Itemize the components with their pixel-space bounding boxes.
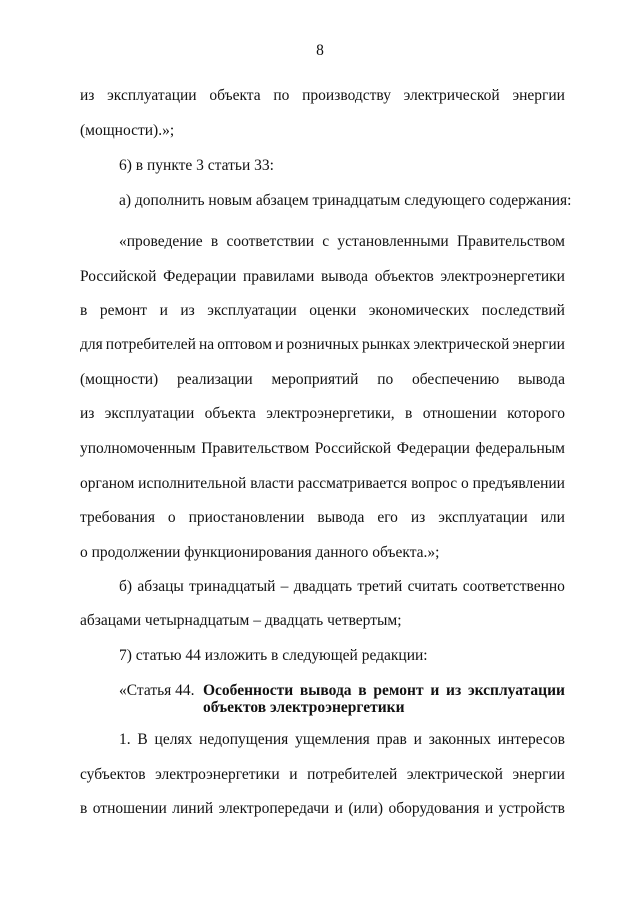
word: ущемления — [295, 731, 370, 748]
word: приостановлении — [188, 509, 305, 526]
word: б) — [119, 578, 133, 595]
word: обеспечению — [411, 371, 500, 388]
text-line — [80, 268, 565, 286]
text-line — [80, 371, 565, 389]
word: потребителей — [105, 336, 196, 353]
word: оборудования — [388, 800, 480, 817]
text-line — [80, 302, 565, 320]
word: мероприятий — [271, 371, 359, 388]
word: и — [413, 731, 422, 748]
word: Федерации — [163, 268, 237, 285]
word: субъектов — [80, 766, 146, 783]
word: в — [358, 682, 367, 699]
word: экономических — [368, 302, 470, 319]
word: установленными — [337, 233, 449, 250]
word: ремонт — [373, 682, 424, 699]
word: энергии — [512, 766, 565, 783]
word: электрической — [413, 336, 510, 353]
word: и — [289, 766, 298, 783]
article-title-line1 — [203, 682, 565, 699]
word: эксплуатации — [467, 682, 565, 699]
word: Правительством — [201, 440, 310, 457]
word: электроэнергетики, — [266, 405, 395, 422]
word: объектов — [374, 268, 434, 285]
word: в — [405, 405, 413, 422]
word: с — [322, 233, 330, 250]
word: вывода — [299, 682, 352, 699]
text-line — [80, 336, 565, 354]
text-line — [80, 87, 565, 105]
word: из — [410, 509, 426, 526]
word: устройств — [498, 800, 565, 817]
word: розничных — [286, 336, 359, 353]
word: В — [137, 731, 148, 748]
word: Российской — [314, 440, 392, 457]
word: по — [377, 371, 394, 388]
word: вывода — [517, 371, 565, 388]
word: и — [275, 336, 284, 353]
word: отношении — [422, 405, 497, 422]
word: вопрос — [411, 475, 458, 492]
word: отношении — [92, 800, 167, 817]
text-line: (мощности).»; — [80, 122, 175, 139]
word: из — [446, 682, 462, 699]
text-line: 7) статью 44 изложить в следующей редакции: — [119, 647, 428, 664]
word: из — [180, 302, 195, 319]
word: Правительством — [456, 233, 565, 250]
word: предъявлении — [472, 475, 565, 492]
word: электропередачи — [218, 800, 330, 817]
word: оптовом — [217, 336, 273, 353]
text-line — [80, 766, 565, 784]
word: правилами — [243, 268, 315, 285]
word: о — [167, 509, 176, 526]
word: двадцать — [293, 578, 353, 595]
text-line — [80, 440, 565, 458]
word: в — [210, 233, 219, 250]
word: оценки — [309, 302, 357, 319]
word: о — [460, 475, 469, 492]
word: федеральным — [475, 440, 565, 457]
word: требования — [80, 509, 155, 526]
word: и — [430, 682, 440, 699]
word: третий — [357, 578, 403, 595]
word: из — [80, 87, 95, 104]
word: потребителей — [307, 766, 398, 783]
word: 1. — [119, 731, 131, 748]
word: соответствии — [226, 233, 315, 250]
word: Российской — [80, 268, 157, 285]
word: – — [280, 578, 289, 595]
text-line: 6) в пункте 3 статьи 33: — [119, 157, 274, 174]
word: производству — [302, 87, 391, 104]
word: и — [159, 302, 168, 319]
word: эксплуатации — [104, 405, 195, 422]
word: или — [540, 509, 565, 526]
word: Федерации — [396, 440, 470, 457]
text-line: а) дополнить новым абзацем тринадцатым следующего содержания: — [119, 192, 572, 209]
text-line — [80, 509, 565, 527]
word: исполнительной — [138, 475, 247, 492]
word: вывода — [317, 509, 365, 526]
word: считать — [407, 578, 458, 595]
word: его — [377, 509, 398, 526]
text-line — [119, 731, 565, 749]
word: рассматривается — [297, 475, 408, 492]
article-title — [203, 682, 565, 716]
word: рынках — [361, 336, 411, 353]
word: Особенности — [203, 682, 294, 699]
text-line — [80, 475, 565, 493]
word: тринадцатый — [189, 578, 276, 595]
word: уполномоченным — [80, 440, 196, 457]
text-line — [80, 800, 565, 818]
word: линий — [172, 800, 214, 817]
word: (или) — [348, 800, 384, 817]
word: в — [80, 302, 88, 319]
word: электроэнергетики — [155, 766, 280, 783]
word: электрической — [406, 766, 503, 783]
word: эксплуатации — [207, 302, 297, 319]
text-line — [119, 233, 565, 251]
word: объекта — [204, 405, 256, 422]
article-number: «Статья 44. — [119, 682, 195, 699]
word: органом — [80, 475, 135, 492]
word: реализации — [176, 371, 253, 388]
word: эксплуатации — [438, 509, 528, 526]
word: энергии — [512, 87, 565, 104]
word: вывода — [320, 268, 368, 285]
word: (мощности) — [80, 371, 159, 388]
word: эксплуатации — [107, 87, 197, 104]
word: недопущения — [199, 731, 289, 748]
word: энергии — [512, 336, 565, 353]
word: власти — [250, 475, 294, 492]
word: по — [273, 87, 290, 104]
word: соответственно — [462, 578, 565, 595]
word: электрической — [403, 87, 500, 104]
word: из — [80, 405, 95, 422]
word: в — [80, 800, 88, 817]
article-title-line2: объектов электроэнергетики — [203, 699, 405, 716]
word: ремонт — [99, 302, 148, 319]
word: целях — [154, 731, 193, 748]
word: и — [334, 800, 343, 817]
word: на — [199, 336, 215, 353]
page-number: 8 — [316, 42, 324, 59]
text-line — [119, 578, 565, 596]
word: и — [484, 800, 494, 817]
word: абзацы — [137, 578, 184, 595]
word: последствий — [481, 302, 565, 319]
word: «проведение — [119, 233, 203, 250]
text-line: абзацами четырнадцатым – двадцать четвертым; — [80, 612, 402, 629]
text-line — [80, 405, 565, 423]
word: интересов — [497, 731, 565, 748]
word: электроэнергетики — [440, 268, 565, 285]
text-line: о продолжении функционирования данного объекта.»; — [80, 544, 440, 561]
word: которого — [507, 405, 565, 422]
word: законных — [428, 731, 491, 748]
word: объекта — [209, 87, 261, 104]
word: для — [80, 336, 103, 353]
word: прав — [376, 731, 407, 748]
